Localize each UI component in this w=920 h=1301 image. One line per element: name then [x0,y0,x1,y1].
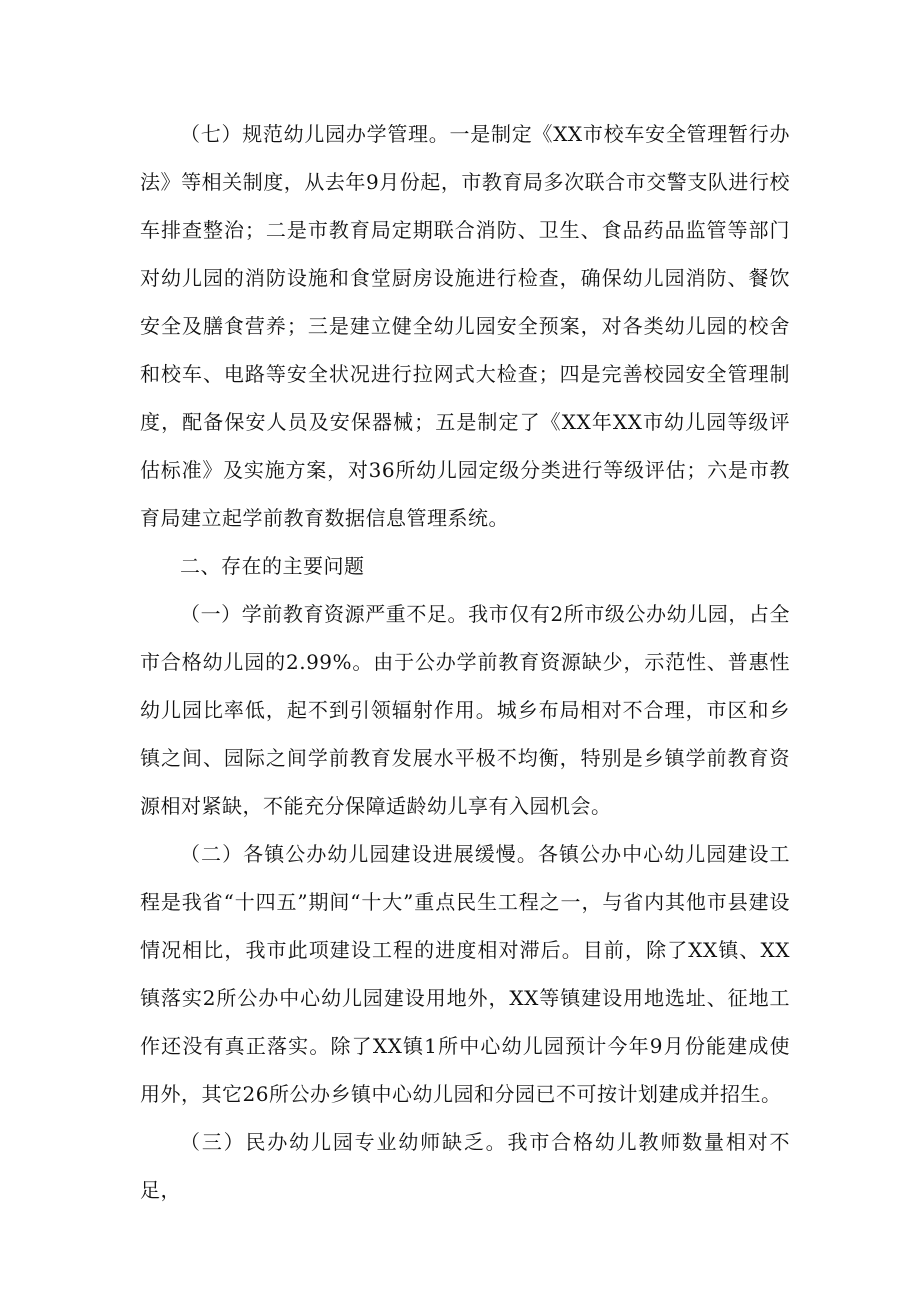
paragraph-teacher-shortage: （三）民办幼儿园专业幼师缺乏。我市合格幼儿教师数量相对不足， [140,1130,790,1202]
document-body [140,110,790,1214]
section-heading-main-problems: 二、存在的主要问题 [180,554,365,578]
paragraph-kindergarten-management: （七）规范幼儿园办学管理。一是制定《XX市校车安全管理暂行办法》等相关制度，从去年9月份起，市教育局多次联合市交警支队进行校车排查整治；二是市教育局定期联合消防、卫生、食品药品监管等部门对幼儿园的消防设施和食堂厨房设施进行检查，确保幼儿园消防、餐饮安全及膳食营养；三是建立健全幼儿园安全预案，对各类幼儿园的校舍和校车、电路等安全状况进行拉网式大检查；四是完善校园安全管理制度，配备保安人员及安保器械；五是制定了《XX年XX市幼儿园等级评估标准》及实施方案，对36所幼儿园定级分类进行等级评估；六是市教育局建立起学前教育数据信息管理系统。 [140,122,790,530]
paragraph-construction-progress: （二）各镇公办幼儿园建设进展缓慢。各镇公办中心幼儿园建设工程是我省“十四五”期间“十大”重点民生工程之一，与省内其他市县建设情况相比，我市此项建设工程的进度相对滞后。目前，除了XX镇、XX镇落实2所公办中心幼儿园建设用地外，XX等镇建设用地选址、征地工作还没有真正落实。除了XX镇1所中心幼儿园预计今年9月份能建成使用外，其它26所公办乡镇中心幼儿园和分园已不可按计划建成并招生。 [140,842,790,1106]
paragraph-resource-shortage: （一）学前教育资源严重不足。我市仅有2所市级公办幼儿园，占全市合格幼儿园的2.99%。由于公办学前教育资源缺少，示范性、普惠性幼儿园比率低，起不到引领辐射作用。城乡布局相对不合理，市区和乡镇之间、园际之间学前教育发展水平极不均衡，特别是乡镇学前教育资源相对紧缺，不能充分保障适龄幼儿享有入园机会。 [140,602,790,818]
